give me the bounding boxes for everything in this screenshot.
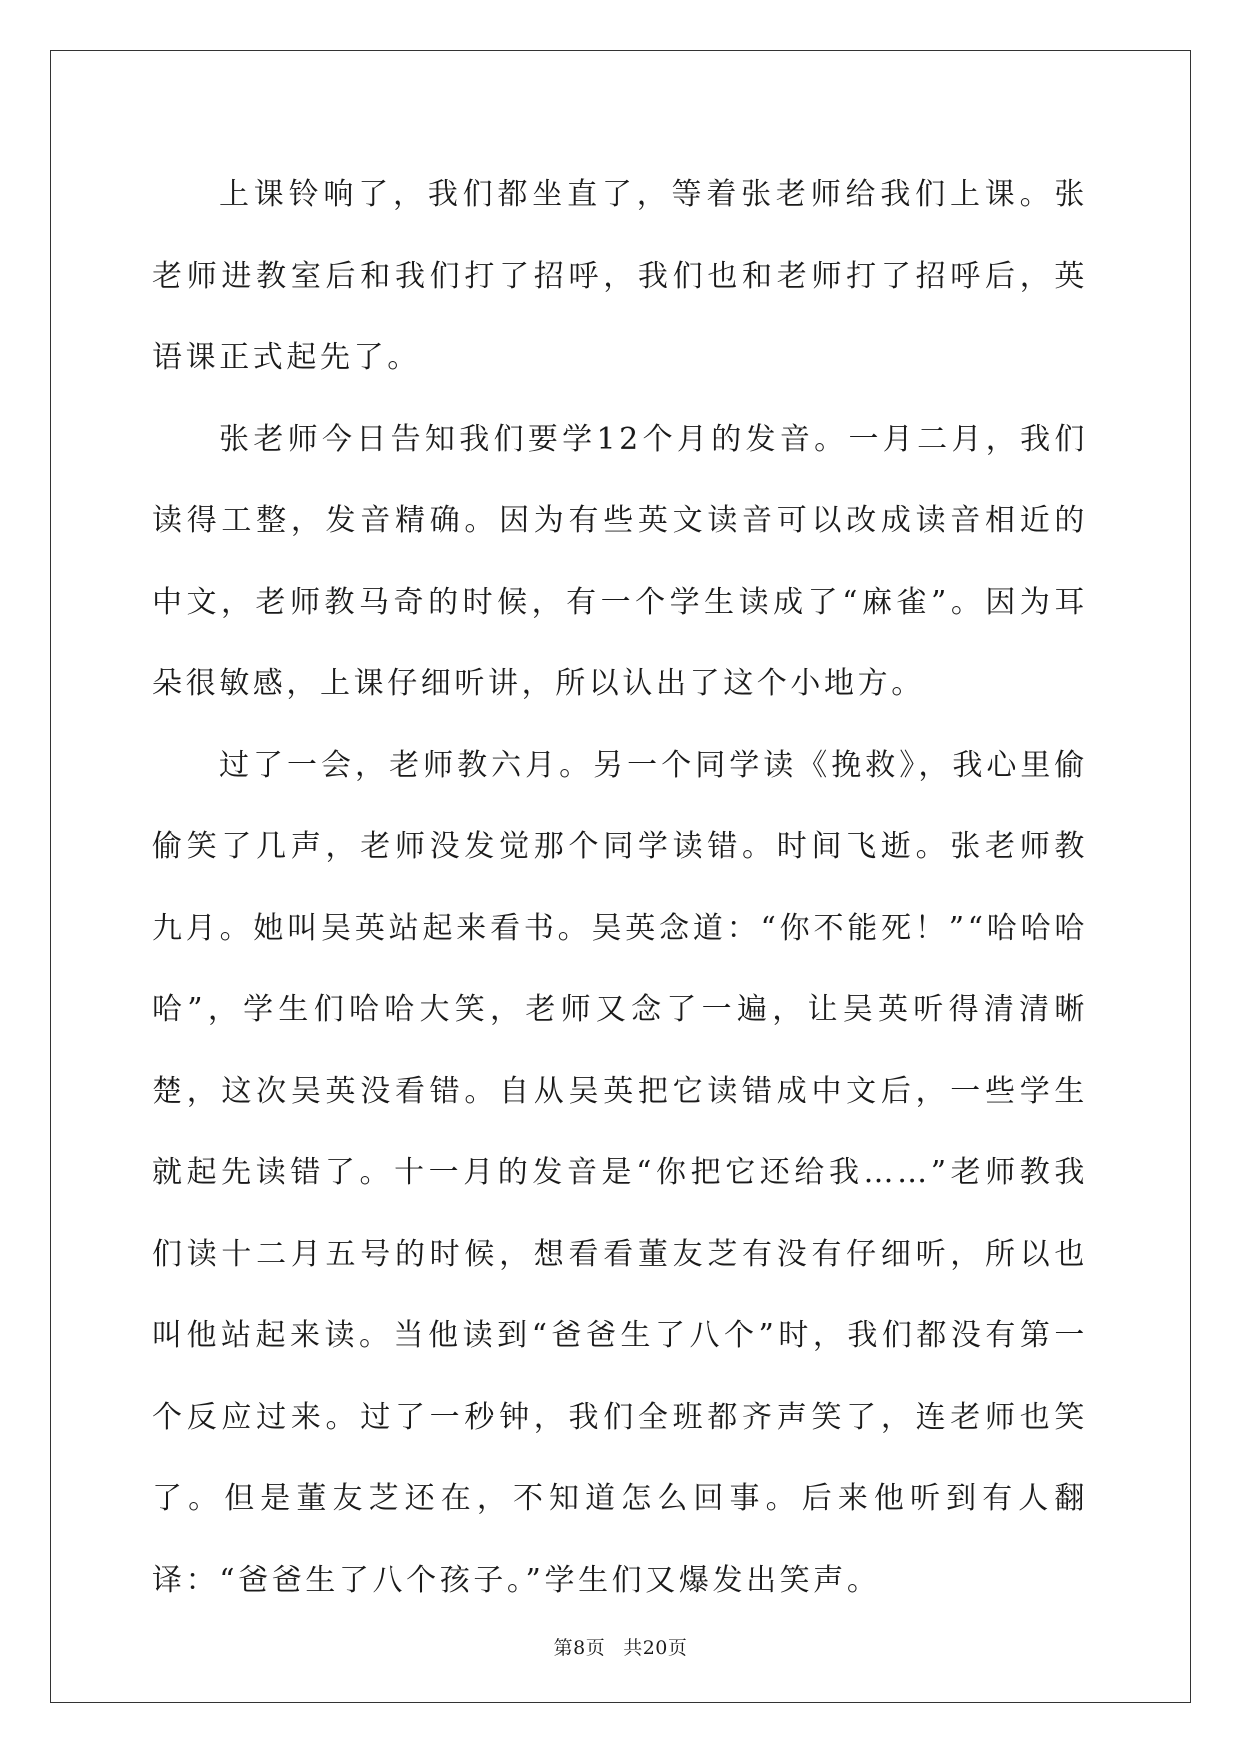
page-total: 共20页 [623,1637,688,1659]
page-footer [0,1636,1241,1660]
paragraph-1: 上课铃响了，我们都坐直了，等着张老师给我们上课。张老师进教室后和我们打了招呼，我们也和老师打了招呼后，英语课正式起先了。 [152,177,1088,375]
paragraph-2: 张老师今日告知我们要学12个月的发音。一月二月，我们读得工整，发音精确。因为有些英文读音可以改成读音相近的中文，老师教马奇的时候，有一个学生读成了“麻雀”。因为耳朵很敏感，上课仔细听讲，所以认出了这个小地方。 [152,421,1088,701]
document-body [152,154,1088,1621]
page-number: 第8页 [553,1637,606,1659]
paragraph-3: 过了一会，老师教六月。另一个同学读《挽救》，我心里偷偷笑了几声，老师没发觉那个同学读错。时间飞逝。张老师教九月。她叫吴英站起来看书。吴英念道：“你不能死！”“哈哈哈哈”，学生们哈哈大笑，老师又念了一遍，让吴英听得清清晰楚，这次吴英没看错。自从吴英把它读错成中文后，一些学生就起先读错了。十一月的发音是“你把它还给我……”老师教我们读十二月五号的时候，想看看董友芝有没有仔细听，所以也叫他站起来读。当他读到“爸爸生了八个”时，我们都没有第一个反应过来。过了一秒钟，我们全班都齐声笑了，连老师也笑了。但是董友芝还在，不知道怎么回事。后来他听到有人翻译：“爸爸生了八个孩子。”学生们又爆发出笑声。 [152,747,1088,1598]
